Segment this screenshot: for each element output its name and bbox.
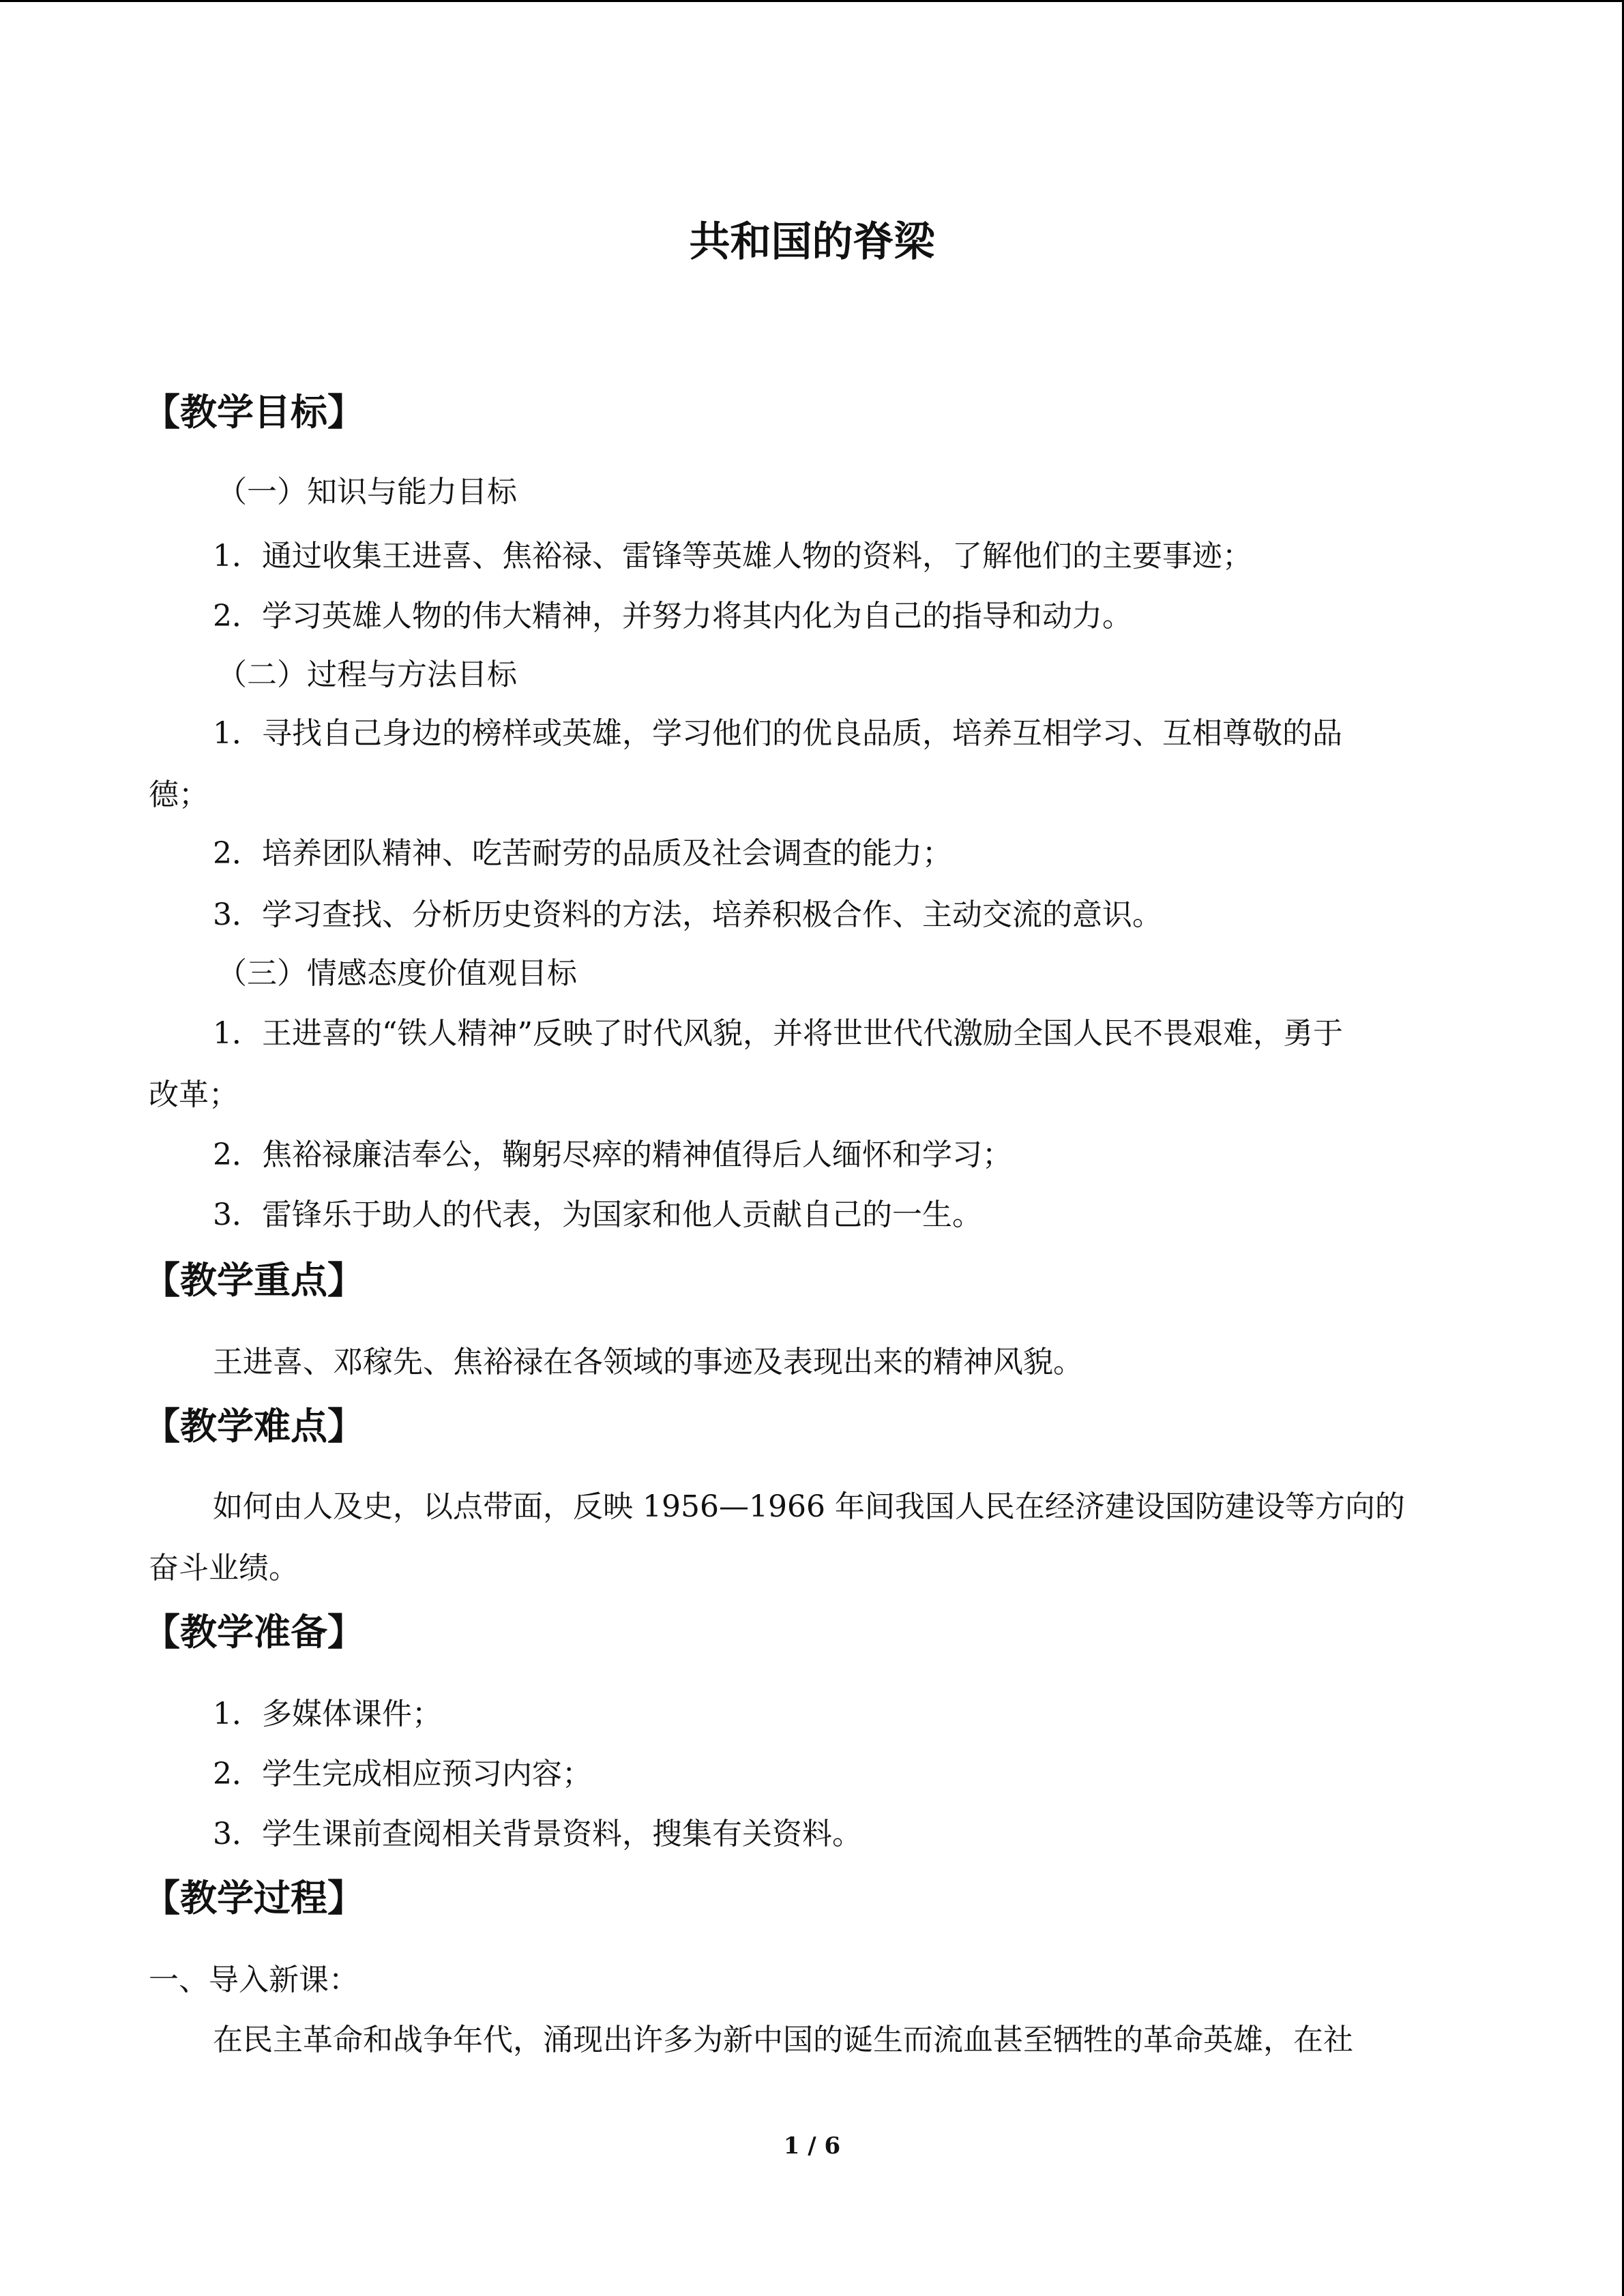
list-item: 2．焦裕禄廉洁奉公，鞠躬尽瘁的精神值得后人缅怀和学习；: [213, 1137, 1012, 1172]
section-heading-process: 【教学过程】: [143, 1877, 364, 1920]
section-heading-objectives: 【教学目标】: [143, 391, 364, 434]
list-item: 2．学习英雄人物的伟大精神，并努力将其内化为自己的指导和动力。: [213, 599, 1132, 633]
document-title: 共和国的脊梁: [689, 218, 935, 266]
list-item: 1．通过收集王进喜、焦裕禄、雷锋等英雄人物的资料，了解他们的主要事迹；: [213, 539, 1252, 573]
list-item-continuation: 德；: [149, 777, 209, 812]
paragraph: 在民主革命和战争年代，涌现出许多为新中国的诞生而流血甚至牺牲的革命英雄，在社: [213, 2023, 1353, 2057]
list-item: 3．学生课前查阅相关背景资料，搜集有关资料。: [213, 1817, 862, 1851]
page-border-top: [0, 0, 1624, 2]
list-item: 3．雷锋乐于助人的代表，为国家和他人贡献自己的一生。: [213, 1197, 982, 1232]
list-item-continuation: 改革；: [149, 1077, 239, 1112]
section-heading-difficulties: 【教学难点】: [143, 1405, 364, 1448]
section-heading-preparation: 【教学准备】: [143, 1611, 364, 1654]
list-item: 1．多媒体课件；: [213, 1697, 442, 1731]
paragraph-continuation: 奋斗业绩。: [149, 1551, 299, 1585]
list-item: 3．学习查找、分析历史资料的方法，培养积极合作、主动交流的意识。: [213, 897, 1162, 932]
paragraph: 王进喜、邓稼先、焦裕禄在各领域的事迹及表现出来的精神风貌。: [213, 1345, 1083, 1380]
list-item: 2．学生完成相应预习内容；: [213, 1757, 592, 1791]
section-heading-key-points: 【教学重点】: [143, 1259, 364, 1302]
subheading-emotion-values: （三）情感态度价值观目标: [217, 956, 577, 991]
list-item: 1．寻找自己身边的榜样或英雄，学习他们的优良品质，培养互相学习、互相尊敬的品: [213, 716, 1342, 751]
list-item: 1．王进喜的“铁人精神”反映了时代风貌，并将世世代代激励全国人民不畏艰难，勇于: [213, 1016, 1343, 1051]
subheading-process-method: （二）过程与方法目标: [217, 657, 517, 692]
list-item: 2．培养团队精神、吃苦耐劳的品质及社会调查的能力；: [213, 836, 952, 871]
paragraph: 如何由人及史，以点带面，反映 1956—1966 年间我国人民在经济建设国防建设等方向的: [213, 1489, 1405, 1524]
subheading-knowledge-ability: （一）知识与能力目标: [217, 475, 517, 509]
page-indicator: 1 / 6: [783, 2132, 841, 2160]
step-heading: 一、导入新课：: [149, 1963, 359, 1997]
